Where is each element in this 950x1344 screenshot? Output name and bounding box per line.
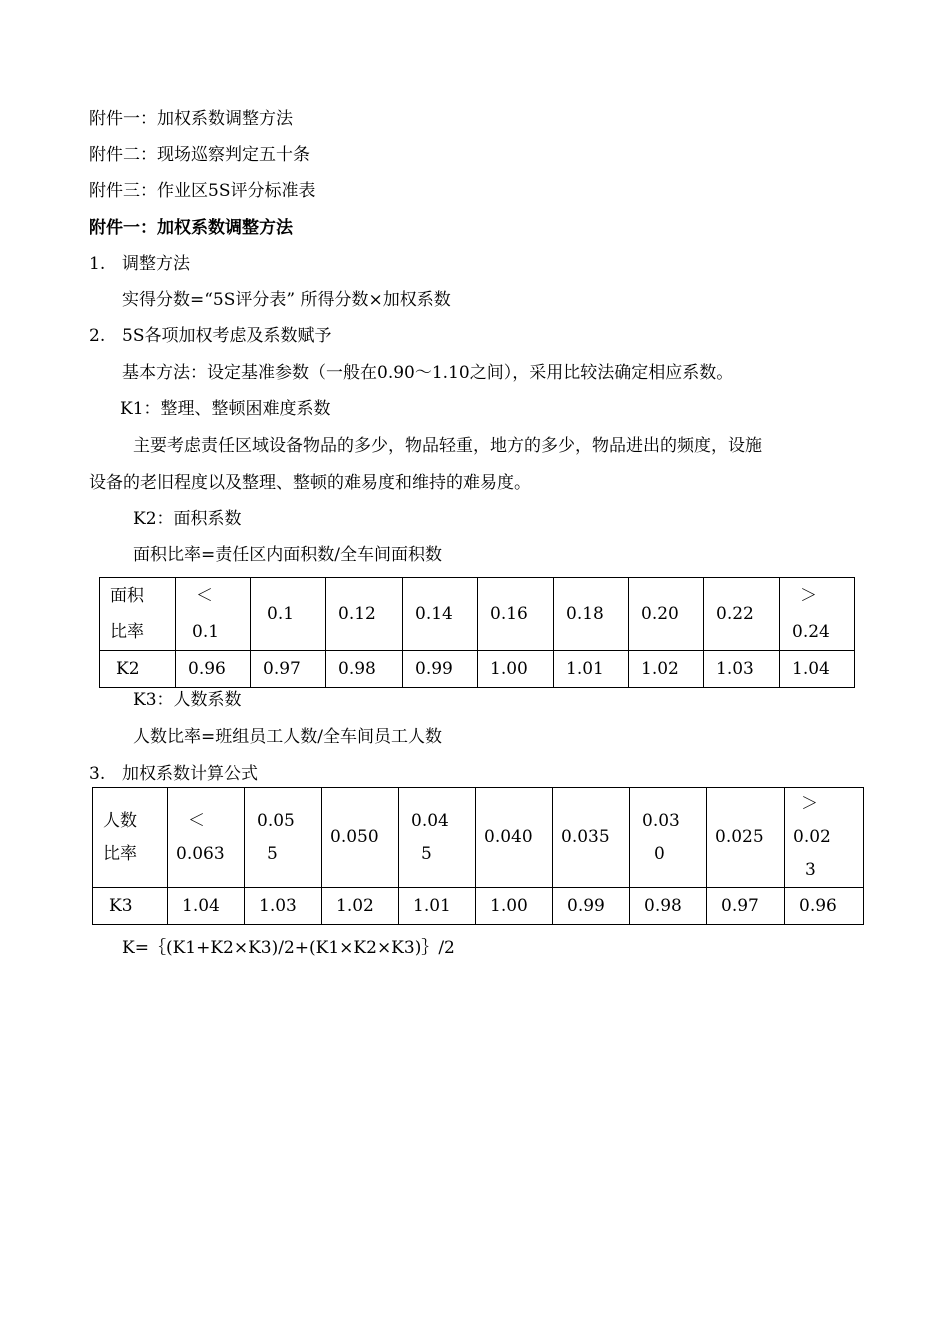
k2-header-cell: 0.20	[629, 578, 704, 651]
toc-line-1: 附件一：加权系数调整方法	[89, 109, 293, 129]
k2-header-cell: 0.18	[554, 578, 629, 651]
k3-header-cell: 0.035	[553, 788, 630, 888]
section-title: 附件一：加权系数调整方法	[89, 218, 293, 238]
k2-header-cell: ＜ 0.1	[176, 578, 251, 651]
k1-desc-line2: 设备的老旧程度以及整理、整顿的难易度和维持的难易度。	[89, 473, 531, 493]
k1-title: K1：整理、整顿困难度系数	[120, 399, 331, 419]
k3-table	[92, 787, 864, 925]
k3-value-cell: 0.96	[785, 888, 864, 925]
k2-header-cell: ＞ 0.24	[780, 578, 855, 651]
k3-table-header-row	[93, 788, 864, 888]
item3-number: 3.	[89, 764, 106, 784]
item3-title: 加权系数计算公式	[122, 764, 258, 784]
k3-header-cell: 0.040	[476, 788, 553, 888]
item2-title: 5S各项加权考虑及系数赋予	[122, 326, 332, 346]
k3-value-cell: 1.01	[399, 888, 476, 925]
k3-header-cell: 0.04 5	[399, 788, 476, 888]
k3-value-cell: 0.98	[630, 888, 707, 925]
k2-value-cell: 1.00	[478, 651, 554, 688]
item1-number: 1.	[89, 254, 106, 274]
k3-header-cell: 0.050	[322, 788, 399, 888]
k2-header-cell: 0.22	[704, 578, 780, 651]
k2-value-cell: 0.99	[403, 651, 478, 688]
k3-value-cell: 1.00	[476, 888, 553, 925]
k2-header-cell: 0.12	[326, 578, 403, 651]
weighting-formula: K=｛(K1+K2×K3)/2+(K1×K2×K3)｝/2	[122, 938, 455, 958]
k3-header-label: 人数 比率	[93, 788, 168, 888]
k2-value-cell: 1.03	[704, 651, 780, 688]
k2-value-cell: 0.97	[251, 651, 326, 688]
k3-value-cell: 1.04	[168, 888, 245, 925]
toc-line-3: 附件三：作业区5S评分标准表	[89, 181, 316, 201]
k3-table-value-row	[93, 888, 864, 925]
k2-table-value-row	[100, 651, 855, 688]
item2-heading	[89, 325, 331, 347]
k2-value-cell: 0.98	[326, 651, 403, 688]
item1-heading	[89, 253, 190, 275]
k3-header-cell: ＞ 0.02 3	[785, 788, 864, 888]
k3-value-cell: 0.99	[553, 888, 630, 925]
k3-header-cell: 0.05 5	[245, 788, 322, 888]
k3-header-cell: ＜ 0.063	[168, 788, 245, 888]
k2-formula: 面积比率=责任区内面积数/全车间面积数	[133, 545, 442, 565]
k2-table-header-row	[100, 578, 855, 651]
item3-heading	[89, 763, 258, 785]
k2-value-cell: 1.04	[780, 651, 855, 688]
k2-header-cell: 0.1	[251, 578, 326, 651]
k2-value-cell: 0.96	[176, 651, 251, 688]
item1-title: 调整方法	[122, 254, 190, 274]
k3-value-cell: 0.97	[707, 888, 785, 925]
k2-title: K2：面积系数	[133, 509, 242, 529]
toc-line-2: 附件二：现场巡察判定五十条	[89, 145, 310, 165]
item2-number: 2.	[89, 326, 106, 346]
k3-header-cell: 0.025	[707, 788, 785, 888]
item2-method: 基本方法：设定基准参数（一般在0.90～1.10之间），采用比较法确定相应系数。	[122, 363, 734, 383]
k2-header-cell: 0.14	[403, 578, 478, 651]
item1-body: 实得分数=“5S评分表” 所得分数×加权系数	[122, 290, 451, 310]
k3-title: K3：人数系数	[133, 690, 242, 710]
k1-desc-line1: 主要考虑责任区域设备物品的多少，物品轻重，地方的多少，物品进出的频度，设施	[133, 436, 762, 456]
k2-table	[99, 577, 855, 688]
k2-value-cell: 1.02	[629, 651, 704, 688]
k2-header-label: 面积 比率	[100, 578, 176, 651]
k3-row-label: K3	[93, 888, 168, 925]
k2-value-cell: 1.01	[554, 651, 629, 688]
k3-value-cell: 1.03	[245, 888, 322, 925]
k3-header-cell: 0.03 0	[630, 788, 707, 888]
k2-header-cell: 0.16	[478, 578, 554, 651]
k3-value-cell: 1.02	[322, 888, 399, 925]
k2-row-label: K2	[100, 651, 176, 688]
k3-formula: 人数比率=班组员工人数/全车间员工人数	[133, 727, 442, 747]
